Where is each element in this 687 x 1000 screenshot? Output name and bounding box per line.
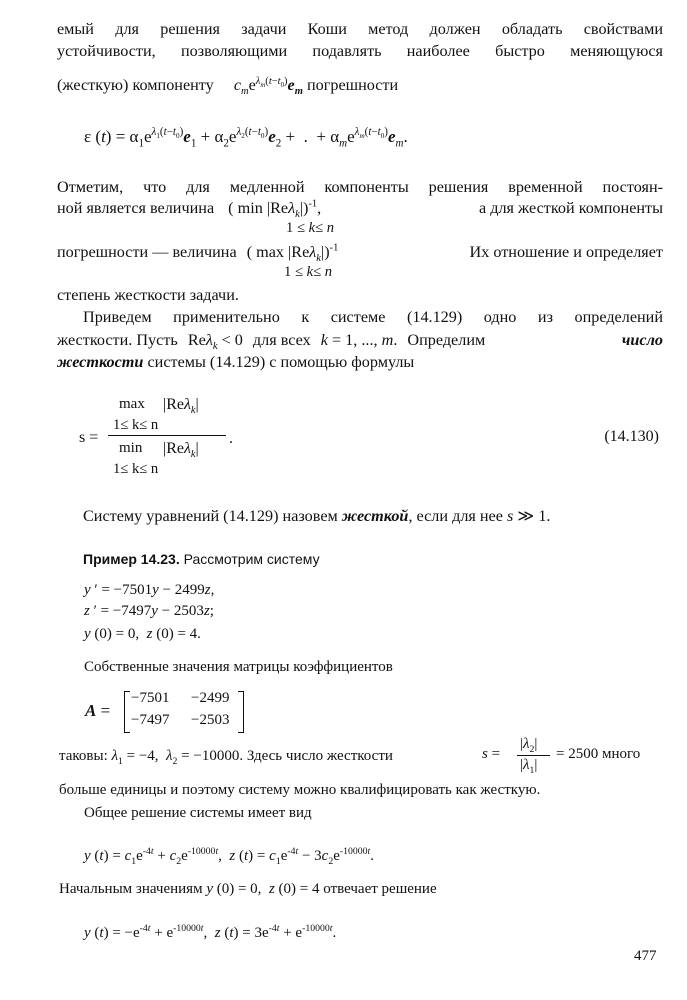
- numerator-limit: 1≤ k≤ n: [113, 417, 159, 433]
- paragraph-3-line-1: Приведем применительно к системе (14.129) одно из определений: [83, 308, 663, 326]
- matrix-right-bracket: [238, 691, 244, 733]
- k-range: k = 1, ..., m.: [320, 331, 398, 349]
- ratio-numerator: $|\lambda_2|$: [520, 736, 538, 755]
- paragraph-2-line-2-b: а для жесткой компоненты: [479, 199, 663, 217]
- paragraph-3-line-3: [57, 352, 663, 372]
- ode-line-1: y ′ = −7501y − 2499z,: [84, 582, 215, 598]
- paragraph-3-line-2-b: для всех: [252, 331, 311, 349]
- ratio-bar: [517, 755, 550, 756]
- paragraph-2-line-4: степень жесткости задачи.: [57, 286, 239, 304]
- initial-a: Начальным значениям: [59, 881, 203, 897]
- eigenvalues-intro: Собственные значения матрицы коэффициентов: [84, 659, 393, 675]
- matrix-cell-22: −2503: [191, 712, 230, 728]
- paragraph-3-line-2: [57, 330, 663, 353]
- initial-values-line: [59, 879, 665, 899]
- paragraph-1-line-3-text: (жесткую) компоненту: [57, 76, 214, 94]
- error-decomposition-equation: ε $(t) = \alpha_1e^{\lambda_1(t-t_0)}e_1 + \alpha_2e^{\lambda_2(t-t_0)}e_2$ + . + $\alpha_me^{\lambda_m(t-t_0)}e_m$.: [84, 126, 408, 150]
- such-b: Здесь число жесткости: [246, 748, 393, 764]
- component-expression: $c_me^{\lambda_m(t-t_0)}e_m$: [233, 75, 303, 98]
- fraction-bar: [108, 435, 226, 436]
- numerator-abs: |Reλ$_k$|: [163, 396, 199, 417]
- ratio-denominator: $|\lambda_1|$: [520, 757, 538, 776]
- matrix-cell-21: −7497: [131, 712, 170, 728]
- max-limit: 1 ≤ k≤ n: [284, 264, 333, 280]
- denominator-min: min: [119, 440, 143, 456]
- denominator-abs: |Reλ$_k$|: [163, 440, 199, 461]
- such-c: = 2500 много: [556, 746, 641, 762]
- ode-line-2: z ′ = −7497y − 2503z;: [84, 603, 214, 619]
- paragraph-2-line-3-b: Их отношение и определяет: [469, 243, 663, 261]
- term-zhestkoi: жесткой: [341, 507, 409, 525]
- such-a: таковы:: [59, 748, 108, 764]
- formula-period: .: [229, 430, 233, 447]
- term-chislo: число: [621, 331, 663, 349]
- paragraph-1-line-2: устойчивости, позволяющими подавлять наиболее быстро меняющуюся: [57, 42, 663, 60]
- paragraph-1-line-3-end: погрешности: [306, 76, 399, 94]
- paragraph-4-a: Систему уравнений (14.129) назовем: [83, 507, 338, 525]
- initial-b: отвечает решение: [323, 881, 437, 897]
- paragraph-2-line-3-a: погрешности — величина: [57, 243, 237, 261]
- paragraph-4: [83, 506, 663, 526]
- page-number: 477: [634, 948, 657, 964]
- eigenvalue-values: $\lambda_1 = -4$, $\lambda_2 = -10000$.: [111, 748, 244, 767]
- min-expression: ( min |Reλ$_k$|)$^{-1}$,: [228, 198, 322, 221]
- max-expression: ( max |Reλ$_k$|)$^{-1}$: [246, 242, 339, 265]
- matrix-left-bracket: [124, 691, 130, 733]
- term-zhestkosti: жесткости: [57, 353, 144, 371]
- negative-re-condition: Reλ$_k$ < 0: [187, 331, 243, 353]
- stiff-condition: s ≫ 1.: [506, 507, 551, 525]
- paragraph-2-line-2-a: ной является величина: [57, 199, 215, 217]
- example-intro: Рассмотрим систему: [183, 551, 320, 567]
- stiff-conclusion: больше единицы и поэтому систему можно квалифицировать как жесткую.: [59, 782, 541, 798]
- paragraph-2-line-2: [57, 198, 663, 221]
- paragraph-3-line-2-c: Определим: [407, 331, 486, 349]
- paragraph-1-line-1: емый для решения задачи Коши метод должен обладать свойствами: [57, 20, 663, 38]
- equation-number: (14.130): [604, 428, 659, 445]
- numerator-max: max: [119, 396, 145, 412]
- matrix-cell-12: −2499: [191, 690, 230, 706]
- ode-initial-conditions: y (0) = 0, z (0) = 4.: [84, 626, 201, 642]
- denominator-limit: 1≤ k≤ n: [113, 461, 159, 477]
- paragraph-4-b: , если для нее: [408, 507, 503, 525]
- paragraph-3-line-3-b: системы (14.129) с помощью формулы: [147, 353, 415, 371]
- general-solution-equation: y $(t) = c_1e^{-4t} + c_2e^{-10000t}$, z $(t) = c_1e^{-4t} - 3c_2e^{-10000t}$.: [84, 846, 374, 867]
- paragraph-3-line-2-a: жесткости. Пусть: [57, 331, 178, 349]
- stiffness-s: s =: [482, 746, 501, 762]
- particular-solution-equation: y $(t) = -e^{-4t} + e^{-10000t}$, z $(t) = 3e^{-4t} + e^{-10000t}$.: [84, 923, 337, 941]
- book-page: емый для решения задачи Коши метод должен обладать свойствами устойчивости, позволяющими подавлять наиболее быстро меняющуюся (жесткую) компоненту $c_me^{\lambda_m(t-t_0)}e_m$ погрешности ε $(t) = \alpha_1e^{\lambda_1(t-t_0)}e_1 + \alpha_2e^{\lambda_2(t-t_0)}e_2$ + . + $\alpha_me^{\lambda_m(t-t_0)}e_m$. Отметим, что для медленной компоненты решения временной постоян- ной является величина ( min |Reλ$_k$|)$^{-1}$, а для жесткой компоненты 1 ≤ k≤ n погрешности — величина ( max |Reλ$_k$|)$^{-1}$ Их отношение и определяет 1 ≤ k≤ n степень жесткости задачи. Приведем применительно к системе (14.129) одно из определений жесткости. Пусть Reλ$_k$ < 0 для всех k = 1, ..., m. Определим число жесткости системы (14.129) с помощью формулы s = max |Reλ$_k$| 1≤ k≤ n min |Reλ$_k$| 1≤ k≤ n . (14.130) Систему уравнений (14.129) назовем жесткой, если для нее s ≫ 1. Пример 14.23. Рассмотрим систему y ′ = −7501y − 2499z, z ′ = −7497y − 2503z; y (0) = 0, z (0) = 4. Собственные значения матрицы коэффициентов A = −7501 −2499 −7497 −2503 таковы: $\lambda_1 = -4$, $\lambda_2 = -10000$. Здесь число жесткости s = $|\lambda_2|$ $|\lambda_1|$ = 2500 много больше единицы и поэтому систему можно квалифицировать как жесткую. Общее решение системы имеет вид y $(t) = c_1e^{-4t} + c_2e^{-10000t}$, z $(t) = c_1e^{-4t} - 3c_2e^{-10000t}$. Начальным значениям y (0) = 0, z (0) = 4 отвечает решение y $(t) = -e^{-4t} + e^{-10000t}$, z $(t) = 3e^{-4t} + e^{-10000t}$. 477: [0, 0, 687, 1000]
- example-title: Пример 14.23.: [83, 551, 180, 567]
- example-heading: [83, 549, 687, 569]
- general-solution-intro: Общее решение системы имеет вид: [84, 805, 312, 821]
- min-limit: 1 ≤ k≤ n: [286, 220, 335, 236]
- initial-values: y (0) = 0, z (0) = 4: [206, 881, 320, 897]
- paragraph-2-line-1: Отметим, что для медленной компоненты решения временной постоян-: [57, 178, 663, 196]
- paragraph-1-line-3: [57, 75, 663, 98]
- matrix-cell-11: −7501: [131, 690, 170, 706]
- paragraph-2-line-3: [57, 242, 663, 265]
- formula-lhs: s =: [79, 429, 99, 446]
